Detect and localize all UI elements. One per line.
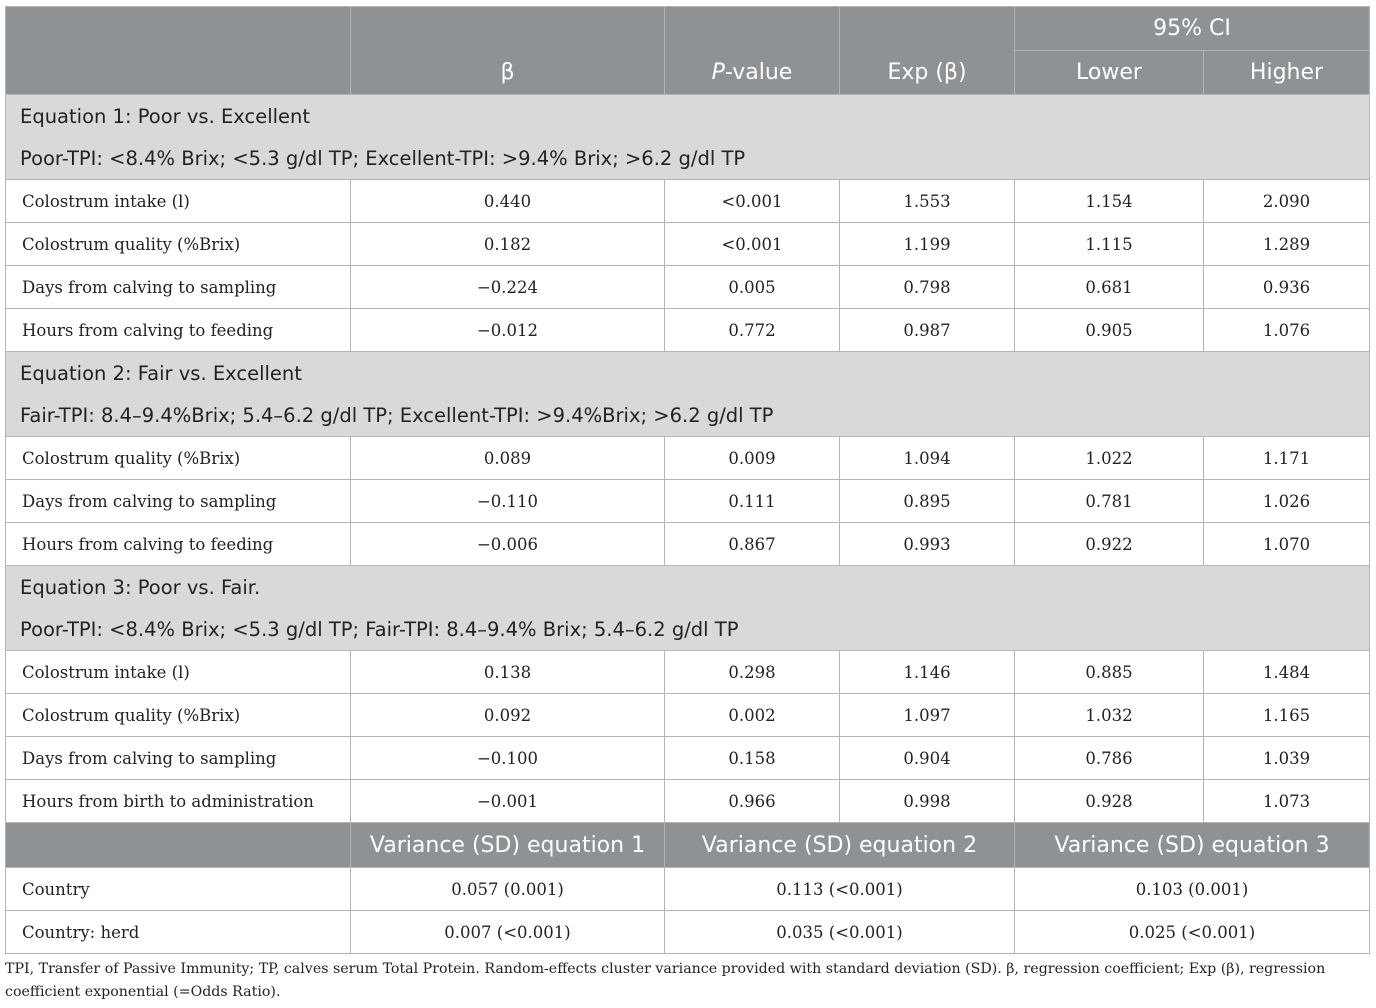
lower-value: 1.032: [1015, 694, 1204, 737]
beta-value: 0.440: [351, 180, 665, 223]
beta-value: 0.138: [351, 651, 665, 694]
table-row: [6, 868, 1370, 911]
header-empty-cell: [6, 7, 351, 51]
lower-header: Lower: [1015, 51, 1204, 95]
lower-value: 0.681: [1015, 266, 1204, 309]
pvalue: 0.002: [665, 694, 840, 737]
higher-value: 1.070: [1204, 523, 1370, 566]
equation3-title-row: [6, 566, 1370, 609]
equation2-subtitle-row: [6, 395, 1370, 437]
higher-value: 1.076: [1204, 309, 1370, 352]
higher-value: 1.165: [1204, 694, 1370, 737]
row-label: Colostrum intake (l): [6, 180, 351, 223]
variance-eq1-header: Variance (SD) equation 1: [351, 823, 665, 868]
table-row: [6, 180, 1370, 223]
equation2-title: Equation 2: Fair vs. Excellent: [6, 352, 1370, 395]
higher-value: 1.039: [1204, 737, 1370, 780]
higher-value: 1.484: [1204, 651, 1370, 694]
ci-header: 95% CI: [1015, 7, 1370, 51]
variance-eq1-value: 0.007 (<0.001): [351, 911, 665, 954]
header-row-top: [6, 7, 1370, 51]
row-label: Colostrum quality (%Brix): [6, 437, 351, 480]
exp-value: 0.987: [840, 309, 1015, 352]
equation1-title: Equation 1: Poor vs. Excellent: [6, 95, 1370, 138]
table-row: [6, 651, 1370, 694]
row-label: Country: [6, 868, 351, 911]
beta-value: −0.100: [351, 737, 665, 780]
equation1-title-row: [6, 95, 1370, 138]
table-row: [6, 523, 1370, 566]
beta-value: −0.012: [351, 309, 665, 352]
exp-value: 1.553: [840, 180, 1015, 223]
lower-value: 1.022: [1015, 437, 1204, 480]
table-row: [6, 911, 1370, 954]
lower-value: 0.786: [1015, 737, 1204, 780]
exp-value: 1.094: [840, 437, 1015, 480]
equation3-subtitle-row: [6, 609, 1370, 651]
lower-value: 0.885: [1015, 651, 1204, 694]
table-row: [6, 266, 1370, 309]
row-label: Hours from calving to feeding: [6, 523, 351, 566]
equation2-title-row: [6, 352, 1370, 395]
header-row-bottom: [6, 51, 1370, 95]
beta-value: 0.092: [351, 694, 665, 737]
variance-eq1-value: 0.057 (0.001): [351, 868, 665, 911]
pvalue: 0.009: [665, 437, 840, 480]
header-empty-cell: [6, 51, 351, 95]
lower-value: 0.928: [1015, 780, 1204, 823]
variance-header-row: [6, 823, 1370, 868]
beta-value: 0.182: [351, 223, 665, 266]
header-empty-cell: [665, 7, 840, 51]
exp-value: 0.993: [840, 523, 1015, 566]
pvalue-header: P-value: [665, 51, 840, 95]
row-label: Days from calving to sampling: [6, 737, 351, 780]
row-label: Days from calving to sampling: [6, 480, 351, 523]
row-label: Colostrum quality (%Brix): [6, 694, 351, 737]
higher-value: 0.936: [1204, 266, 1370, 309]
variance-eq2-value: 0.035 (<0.001): [665, 911, 1015, 954]
variance-eq2-header: Variance (SD) equation 2: [665, 823, 1015, 868]
header-empty-cell: [351, 7, 665, 51]
pvalue: 0.111: [665, 480, 840, 523]
lower-value: 1.154: [1015, 180, 1204, 223]
pvalue: <0.001: [665, 180, 840, 223]
higher-value: 1.171: [1204, 437, 1370, 480]
exp-value: 1.097: [840, 694, 1015, 737]
beta-value: −0.006: [351, 523, 665, 566]
table-row: [6, 737, 1370, 780]
higher-value: 2.090: [1204, 180, 1370, 223]
exp-value: 0.904: [840, 737, 1015, 780]
exp-value: 0.798: [840, 266, 1015, 309]
pvalue: 0.005: [665, 266, 840, 309]
pvalue: 0.966: [665, 780, 840, 823]
row-label: Hours from birth to administration: [6, 780, 351, 823]
row-label: Days from calving to sampling: [6, 266, 351, 309]
variance-eq3-value: 0.103 (0.001): [1015, 868, 1370, 911]
beta-value: 0.089: [351, 437, 665, 480]
higher-value: 1.073: [1204, 780, 1370, 823]
pvalue: 0.158: [665, 737, 840, 780]
row-label: Hours from calving to feeding: [6, 309, 351, 352]
lower-value: 1.115: [1015, 223, 1204, 266]
exp-value: 1.199: [840, 223, 1015, 266]
table-row: [6, 309, 1370, 352]
table-row: [6, 223, 1370, 266]
table-row: [6, 694, 1370, 737]
exp-value: 1.146: [840, 651, 1015, 694]
row-label: Country: herd: [6, 911, 351, 954]
variance-eq3-value: 0.025 (<0.001): [1015, 911, 1370, 954]
beta-value: −0.110: [351, 480, 665, 523]
higher-value: 1.289: [1204, 223, 1370, 266]
table-footnote: TPI, Transfer of Passive Immunity; TP, calves serum Total Protein. Random-effects cluster variance provided with standard deviation (SD). β, regression coefficient; Exp (β), regression coefficient exponential (=Odds Ratio).: [5, 961, 1326, 1000]
equation3-title: Equation 3: Poor vs. Fair.: [6, 566, 1370, 609]
pvalue: 0.772: [665, 309, 840, 352]
lower-value: 0.922: [1015, 523, 1204, 566]
variance-eq3-header: Variance (SD) equation 3: [1015, 823, 1370, 868]
equation3-subtitle: Poor-TPI: <8.4% Brix; <5.3 g/dl TP; Fair-TPI: 8.4–9.4% Brix; 5.4–6.2 g/dl TP: [6, 609, 1370, 651]
higher-header: Higher: [1204, 51, 1370, 95]
lower-value: 0.781: [1015, 480, 1204, 523]
exp-beta-header: Exp (β): [840, 51, 1015, 95]
header-empty-cell: [6, 823, 351, 868]
table-row: [6, 480, 1370, 523]
equation2-subtitle: Fair-TPI: 8.4–9.4%Brix; 5.4–6.2 g/dl TP; Excellent-TPI: >9.4%Brix; >6.2 g/dl TP: [6, 395, 1370, 437]
pvalue: 0.867: [665, 523, 840, 566]
header-empty-cell: [840, 7, 1015, 51]
exp-value: 0.895: [840, 480, 1015, 523]
table-row: [6, 437, 1370, 480]
pvalue: 0.298: [665, 651, 840, 694]
variance-eq2-value: 0.113 (<0.001): [665, 868, 1015, 911]
results-table: [5, 6, 1370, 954]
beta-value: −0.001: [351, 780, 665, 823]
higher-value: 1.026: [1204, 480, 1370, 523]
beta-header: β: [351, 51, 665, 95]
lower-value: 0.905: [1015, 309, 1204, 352]
row-label: Colostrum quality (%Brix): [6, 223, 351, 266]
row-label: Colostrum intake (l): [6, 651, 351, 694]
exp-value: 0.998: [840, 780, 1015, 823]
beta-value: −0.224: [351, 266, 665, 309]
equation1-subtitle: Poor-TPI: <8.4% Brix; <5.3 g/dl TP; Excellent-TPI: >9.4% Brix; >6.2 g/dl TP: [6, 138, 1370, 180]
pvalue: <0.001: [665, 223, 840, 266]
table-row: [6, 780, 1370, 823]
equation1-subtitle-row: [6, 138, 1370, 180]
